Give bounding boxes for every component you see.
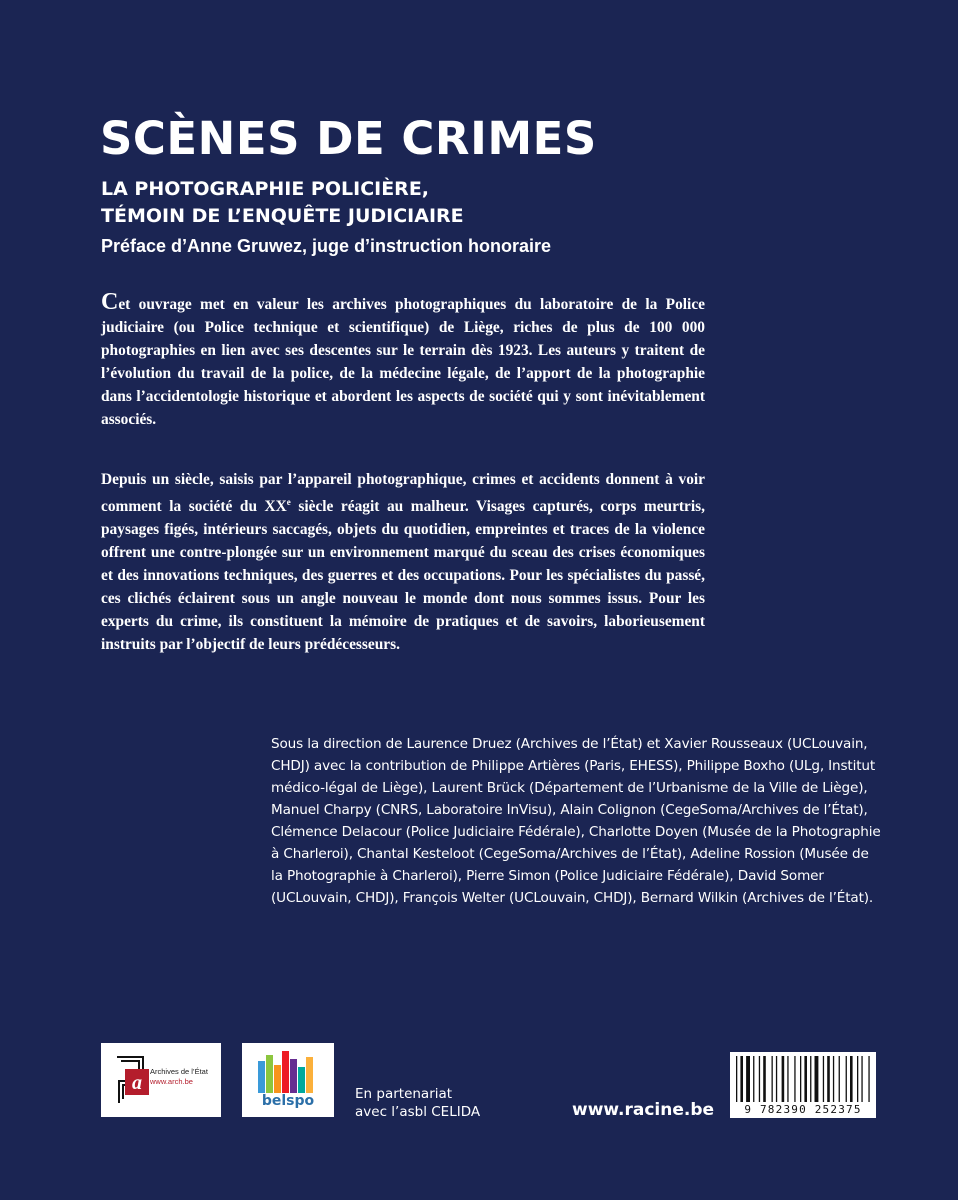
subtitle-line-2: TÉMOIN DE L’ENQUÊTE JUDICIAIRE (101, 205, 464, 227)
archives-de-l-etat-logo (101, 1043, 221, 1117)
publisher-website: www.racine.be (572, 1100, 715, 1120)
description-paragraph-2 (101, 468, 705, 656)
preface-line: Préface d’Anne Gruwez, juge d’instruction honoraire (101, 236, 552, 256)
paragraph-2-text-end: siècle réagit au malheur. Visages capturés, corps meurtris, paysages figés, intérieurs saccagés, objets du quotidien, empreintes et traces de la violence offrent une contre-plongée sur un environnement marqué du sceau des crises économiques et des innovations techniques, des guerres et des occupations. Pour les spécialistes du passé, ces clichés éclairent sous un angle nouveau le monde dont nous sommes issus. Pour les experts du crime, ils constituent la mémoire de pratiques et de savoirs, laborieusement instruits par l’objectif de leurs prédécesseurs. (101, 498, 705, 654)
description-paragraph-1 (101, 291, 705, 431)
century-superscript: e (286, 497, 291, 507)
belspo-logo-text: belspo (261, 1093, 315, 1109)
book-subtitle (101, 176, 464, 230)
paragraph-1-text: et ouvrage met en valeur les archives photographiques du laboratoire de la Police judiciaire (ou Police technique et scientifique) de Liège, riches de plus de 100 000 photographies en lien avec ses descentes sur le terrain dès 1923. Les auteurs y traitent de l’évolution du travail de la police, de la médecine légale, de l’apport de la photographie dans l’accidentologie historique et abordent les aspects de société qui y sont inévitablement associés. (101, 296, 705, 428)
subtitle-line-1: LA PHOTOGRAPHIE POLICIÈRE, (101, 178, 430, 200)
partnership-line-1: En partenariat (355, 1086, 453, 1102)
belspo-logo (242, 1043, 334, 1117)
barcode-icon (736, 1056, 870, 1102)
archives-emblem-icon (115, 1053, 149, 1107)
drop-cap: C (101, 289, 119, 315)
isbn-number: 9 782390 252375 (744, 1103, 862, 1116)
partnership-note (355, 1085, 480, 1121)
belspo-color-bars-icon (258, 1051, 318, 1093)
partnership-line-2: avec l’asbl CELIDA (355, 1104, 481, 1120)
isbn-barcode (730, 1052, 876, 1118)
svg-text:a: a (132, 1072, 142, 1094)
archives-logo-text (150, 1067, 208, 1087)
archives-logo-name: Archives de l’État (150, 1067, 208, 1076)
book-title: SCÈNES DE CRIMES (100, 112, 597, 165)
paragraph-2-text-start: Depuis un siècle, saisis par l’appareil photographique, crimes et accidents donnent à voir comment la société du XX (101, 471, 705, 516)
archives-logo-url: www.arch.be (150, 1077, 193, 1086)
contributors-credits: Sous la direction de Laurence Druez (Archives de l’État) et Xavier Rousseaux (UCLouvain, CHDJ) avec la contribution de Philippe Artières (Paris, EHESS), Philippe Boxho (ULg, Institut médico-légal de Liège), Laurent Brück (Département de l’Urbanisme de la Ville de Liège), Manuel Charpy (CNRS, Laboratoire InVisu), Alain Colignon (CegeSoma/Archives de l’État), Clémence Delacour (Police Judiciaire Fédérale), Charlotte Doyen (Musée de la Photographie à Charleroi), Chantal Kesteloot (CegeSoma/Archives de l’État), Adeline Rossion (Musée de la Photographie à Charleroi), Pierre Simon (Police Judiciaire Fédérale), David Somer (UCLouvain, CHDJ), François Welter (UCLouvain, CHDJ), Bernard Wilkin (Archives de l’État). (271, 736, 881, 906)
